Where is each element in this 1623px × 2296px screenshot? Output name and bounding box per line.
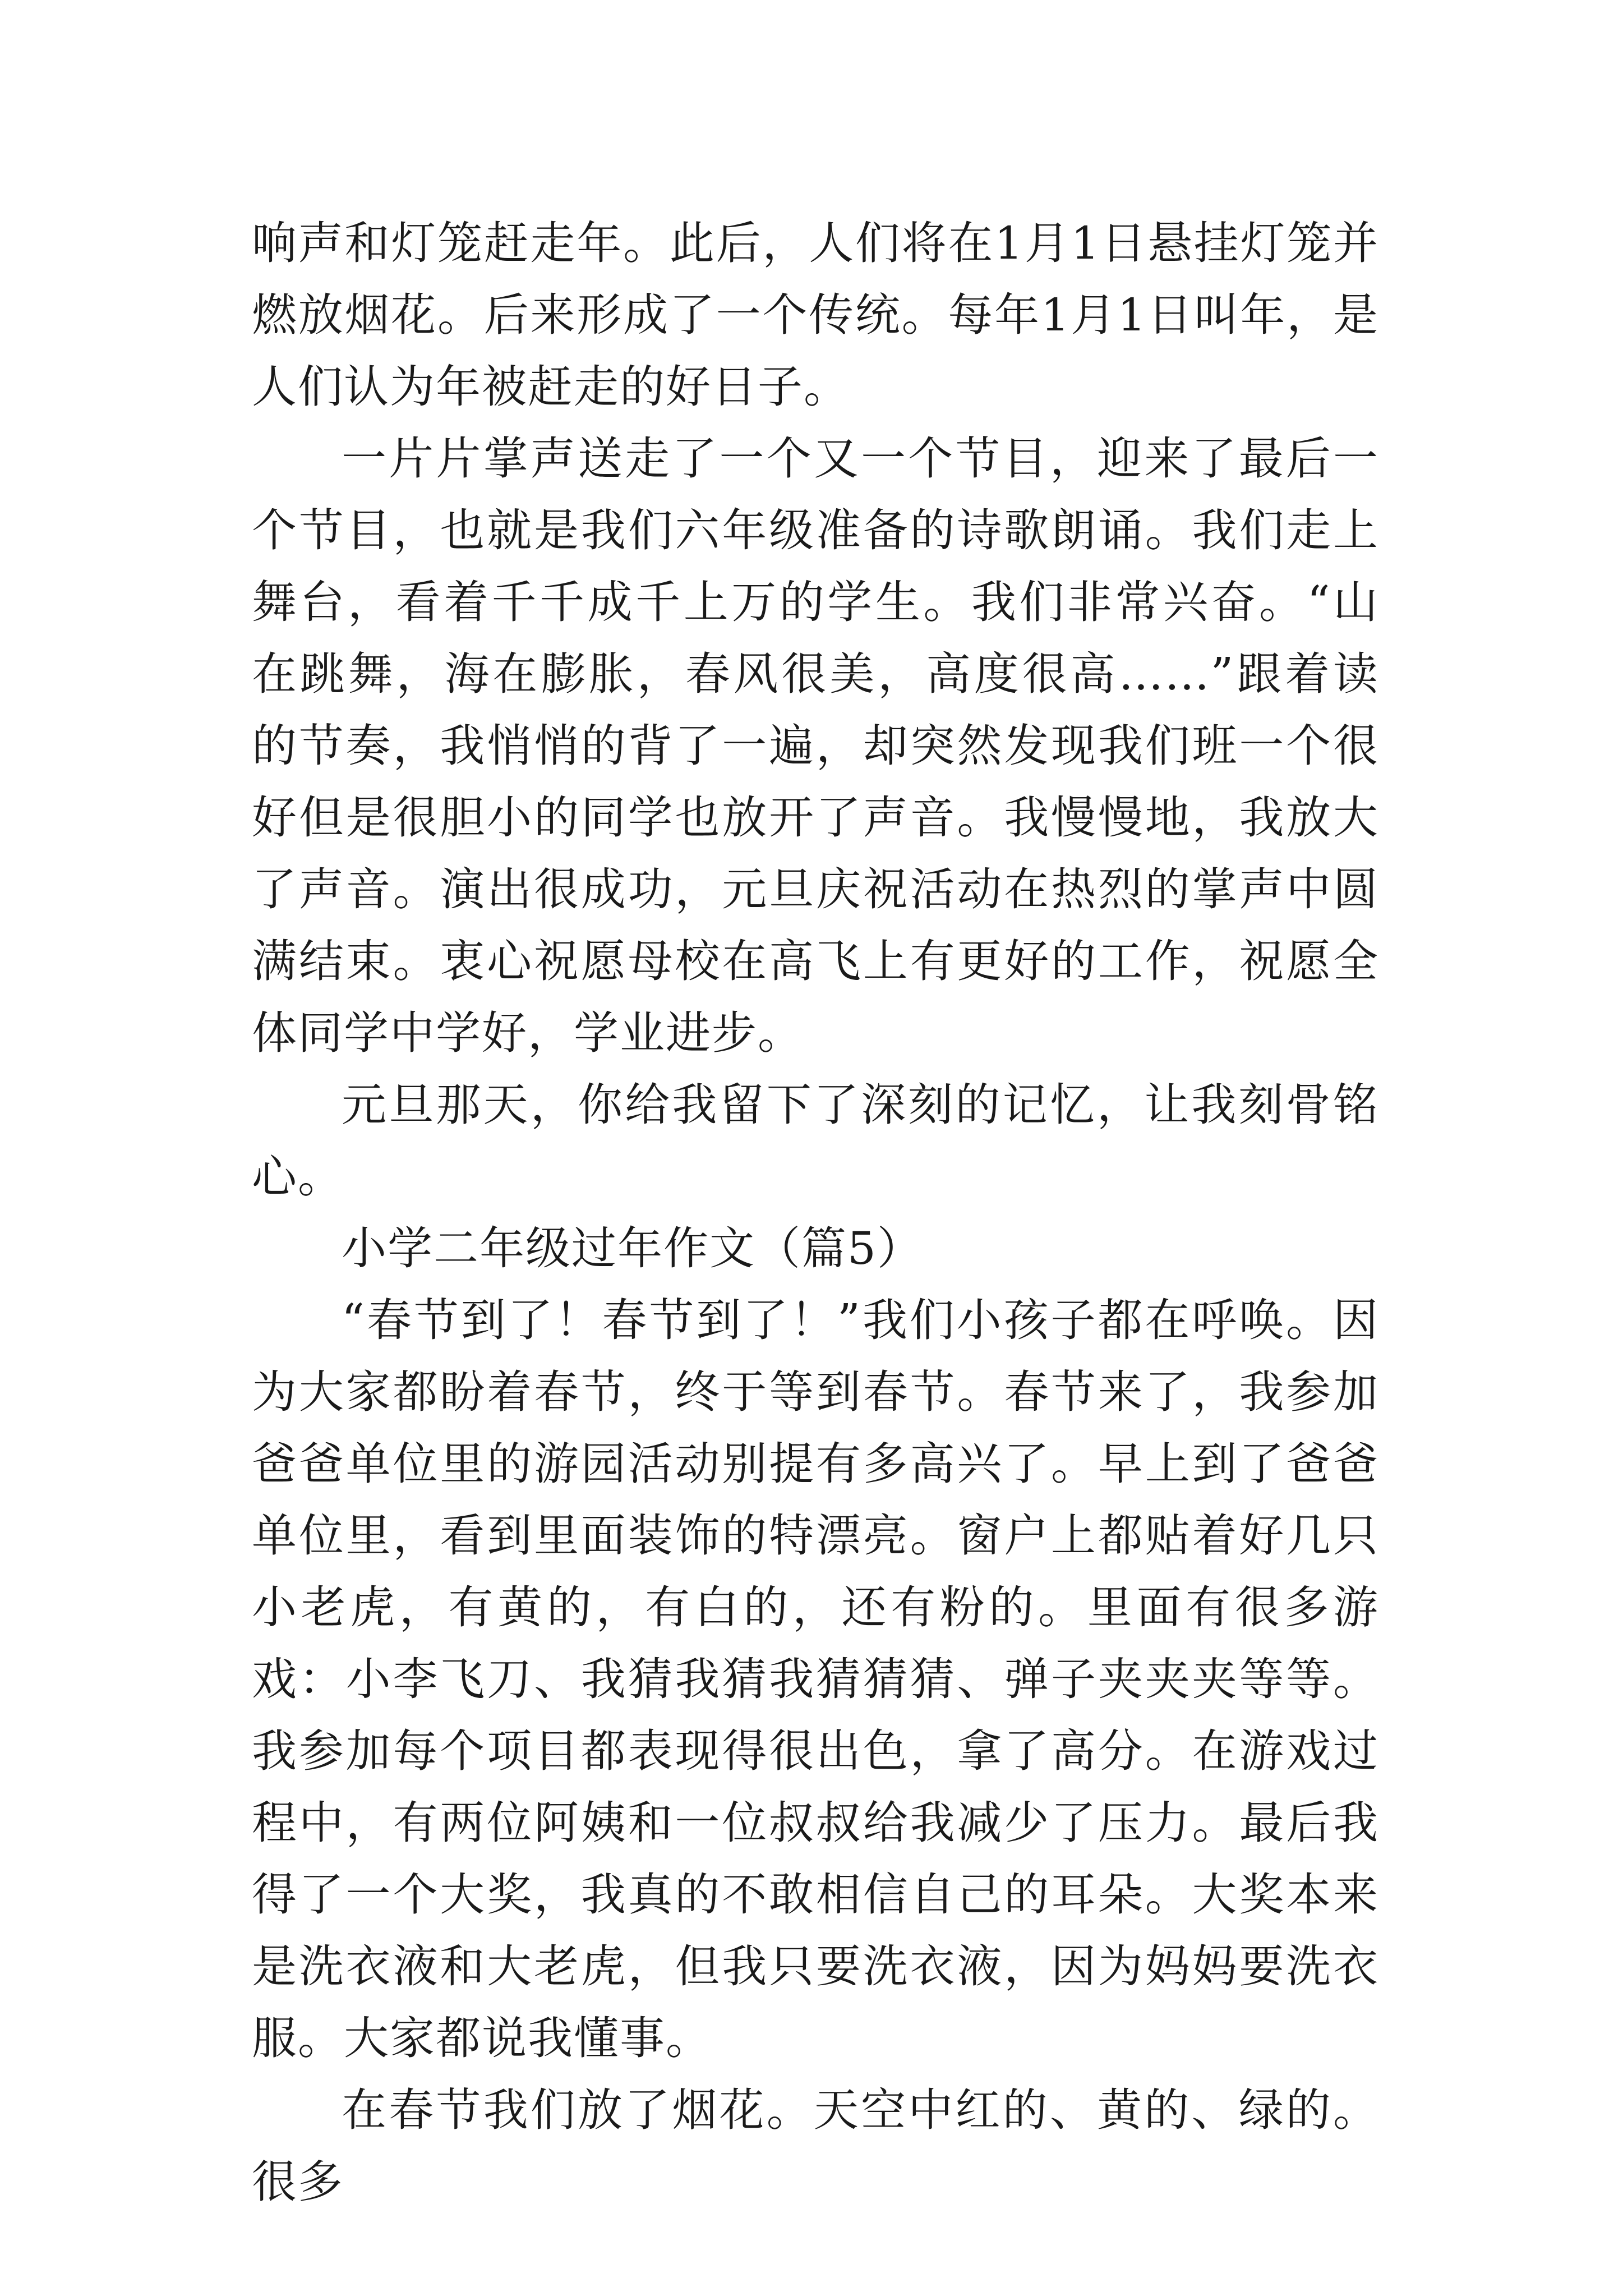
paragraph: 元旦那天，你给我留下了深刻的记忆，让我刻骨铭心。: [252, 1079, 1379, 1203]
paragraph: “春节到了！春节到了！”我们小孩子都在呼唤。因为大家都盼着春节，终于等到春节。春节来了，我参加爸爸单位里的游园活动别提有多高兴了。早上到了爸爸单位里，看到里面装饰的特漂亮。窗户上都贴着好几只小老虎，有黄的，有白的，还有粉的。里面有很多游戏：小李飞刀、我猜我猜我猜猜猜、弹子夹夹夹等等。我参加每个项目都表现得很出色，拿了高分。在游戏过程中，有两位阿姨和一位叔叔给我减少了压力。最后我得了一个大奖，我真的不敢相信自己的耳朵。大奖本来是洗衣液和大老虎，但我只要洗衣液，因为妈妈要洗衣服。大家都说我懂事。: [252, 1294, 1379, 2064]
paragraph: 响声和灯笼赶走年。此后，人们将在1月1日悬挂灯笼并燃放烟花。后来形成了一个传统。每年1月1日叫年，是人们认为年被赶走的好日子。: [252, 217, 1379, 413]
section-heading: 小学二年级过年作文（篇5）: [342, 1222, 923, 1274]
paragraph: 在春节我们放了烟花。天空中红的、黄的、绿的。很多: [252, 2084, 1379, 2208]
paragraph: 一片片掌声送走了一个又一个节目，迎来了最后一个节目，也就是我们六年级准备的诗歌朗诵。我们走上舞台，看着千千成千上万的学生。我们非常兴奋。“山在跳舞，海在膨胀，春风很美，高度很高……”跟着读的节奏，我悄悄的背了一遍，却突然发现我们班一个很好但是很胆小的同学也放开了声音。我慢慢地，我放大了声音。演出很成功，元旦庆祝活动在热烈的掌声中圆满结束。衷心祝愿母校在高飞上有更好的工作，祝愿全体同学中学好，学业进步。: [252, 432, 1379, 1059]
body-text: [252, 208, 1379, 2218]
